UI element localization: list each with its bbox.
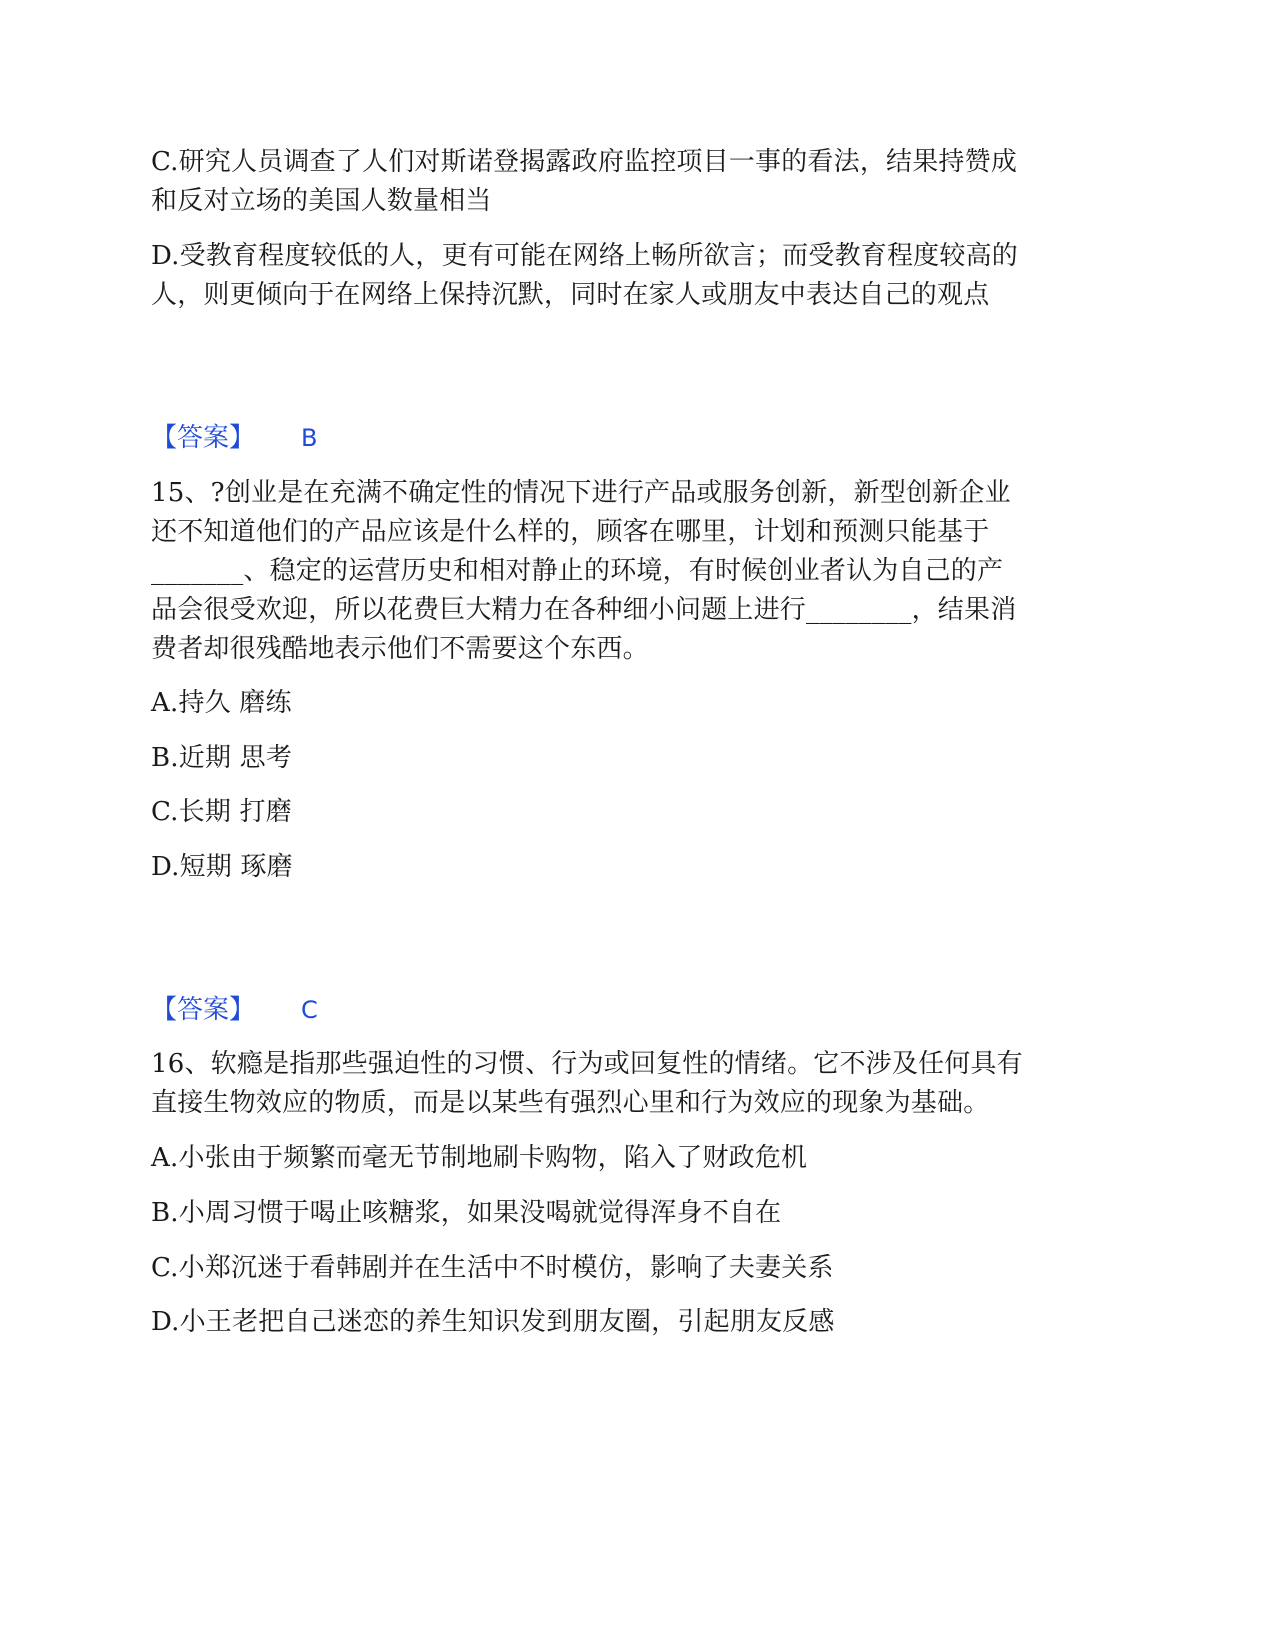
q16-option-c: C.小郑沉迷于看韩剧并在生活中不时模仿，影响了夫妻关系: [151, 1253, 834, 1283]
q15-option-b: B.近期 思考: [151, 743, 293, 773]
answer-block-1: [151, 422, 317, 454]
q15-stem-line-5: 费者却很残酷地表示他们不需要这个东西。: [151, 634, 649, 664]
q16-stem-line-1: 16、软瘾是指那些强迫性的习惯、行为或回复性的情绪。它不涉及任何具有: [151, 1049, 1023, 1079]
answer-label: 【答案】: [151, 423, 256, 453]
answer-value: C: [301, 996, 318, 1024]
option-d-line1: D.受教育程度较低的人，更有可能在网络上畅所欲言；而受教育程度较高的: [151, 241, 1018, 271]
q15-stem-line-4: 品会很受欢迎，所以花费巨大精力在各种细小问题上进行________，结果消: [151, 595, 1017, 625]
q15-option-a: A.持久 磨练: [151, 688, 292, 718]
q15-stem-line-2: 还不知道他们的产品应该是什么样的，顾客在哪里，计划和预测只能基于: [151, 517, 990, 547]
q15-option-c: C.长期 打磨: [151, 797, 292, 827]
q16-option-b: B.小周习惯于喝止咳糖浆，如果没喝就觉得浑身不自在: [151, 1198, 782, 1228]
answer-value: B: [301, 424, 318, 452]
q16-stem-line-2: 直接生物效应的物质，而是以某些有强烈心里和行为效应的现象为基础。: [151, 1088, 990, 1118]
q15-stem-line-1: 15、?创业是在充满不确定性的情况下进行产品或服务创新，新型创新企业: [151, 478, 1011, 508]
option-d-line2: 人，则更倾向于在网络上保持沉默，同时在家人或朋友中表达自己的观点: [151, 280, 990, 310]
option-c-line2: 和反对立场的美国人数量相当: [151, 186, 492, 216]
q16-option-a: A.小张由于频繁而毫无节制地刷卡购物，陷入了财政危机: [151, 1143, 808, 1173]
answer-block-2: [151, 994, 318, 1026]
option-c-line1: C.研究人员调查了人们对斯诺登揭露政府监控项目一事的看法，结果持赞成: [151, 147, 1018, 177]
q15-option-d: D.短期 琢磨: [151, 852, 293, 882]
answer-label: 【答案】: [151, 995, 256, 1025]
q16-option-d: D.小王老把自己迷恋的养生知识发到朋友圈，引起朋友反感: [151, 1307, 835, 1337]
q15-stem-line-3: _______、稳定的运营历史和相对静止的环境，有时候创业者认为自己的产: [151, 556, 1004, 586]
